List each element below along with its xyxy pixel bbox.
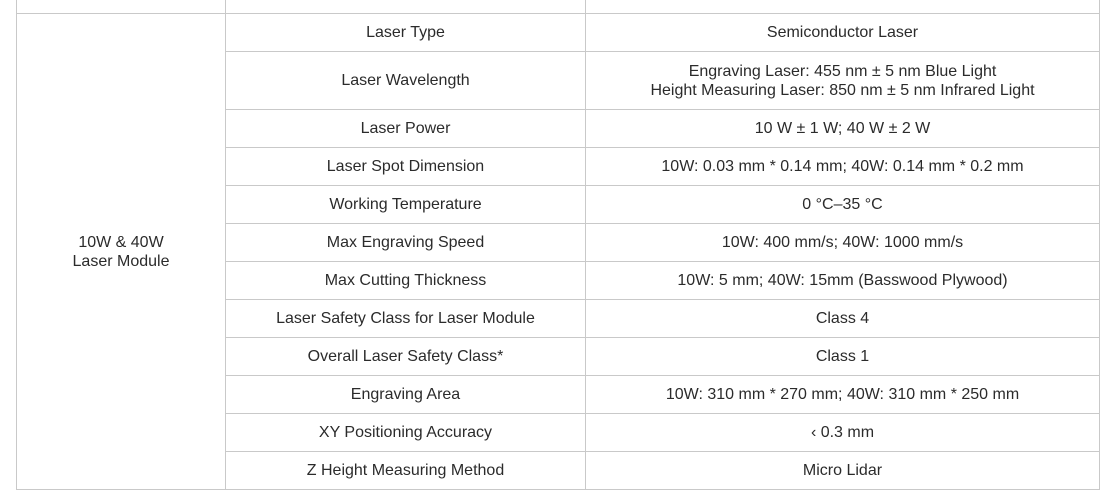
value-line: Micro Lidar (802, 462, 883, 479)
parameter-cell: Laser Power (226, 110, 586, 148)
table-cell-empty (226, 0, 586, 14)
value-line: 0 °C–35 °C (802, 196, 883, 213)
parameter-cell: Laser Wavelength (226, 52, 586, 110)
value-line: Class 1 (815, 348, 870, 365)
value-line: ‹ 0.3 mm (810, 424, 875, 441)
value-line: 10W: 400 mm/s; 40W: 1000 mm/s (721, 234, 964, 251)
parameter-cell: Laser Type (226, 14, 586, 52)
parameter-cell: Laser Spot Dimension (226, 148, 586, 186)
value-line: Height Measuring Laser: 850 nm ± 5 nm Infrared Light (650, 81, 1035, 99)
parameter-cell: Max Cutting Thickness (226, 262, 586, 300)
value-line: 10W: 5 mm; 40W: 15mm (Basswood Plywood) (677, 272, 1008, 289)
parameter-cell: Laser Safety Class for Laser Module (226, 300, 586, 338)
value-cell (586, 186, 1100, 224)
value-line: 10W: 0.03 mm * 0.14 mm; 40W: 0.14 mm * 0.2 mm (661, 158, 1024, 175)
parameter-cell: Engraving Area (226, 376, 586, 414)
value-cell (586, 52, 1100, 110)
value-cell (586, 148, 1100, 186)
table-cell-empty (17, 0, 226, 14)
value-cell (586, 338, 1100, 376)
parameter-cell: Working Temperature (226, 186, 586, 224)
laser-module-spec-table (16, 0, 1100, 490)
value-line: 10 W ± 1 W; 40 W ± 2 W (754, 120, 931, 137)
value-line: 10W: 310 mm * 270 mm; 40W: 310 mm * 250 mm (665, 386, 1020, 403)
group-label-cell (17, 14, 226, 490)
value-cell (586, 452, 1100, 490)
value-cell (586, 110, 1100, 148)
value-line: Engraving Laser: 455 nm ± 5 nm Blue Light (688, 62, 997, 80)
value-cell (586, 262, 1100, 300)
table-row (17, 14, 1100, 52)
parameter-cell: Max Engraving Speed (226, 224, 586, 262)
value-cell (586, 14, 1100, 52)
table-cell-empty (586, 0, 1100, 14)
parameter-cell: Z Height Measuring Method (226, 452, 586, 490)
value-line: Semiconductor Laser (766, 24, 919, 41)
value-cell (586, 224, 1100, 262)
table-row-partial (17, 0, 1100, 14)
value-cell (586, 376, 1100, 414)
parameter-cell: XY Positioning Accuracy (226, 414, 586, 452)
group-label-line: 10W & 40W (78, 233, 164, 251)
value-line: Class 4 (815, 310, 870, 327)
parameter-cell: Overall Laser Safety Class* (226, 338, 586, 376)
value-cell (586, 300, 1100, 338)
value-cell (586, 414, 1100, 452)
group-label-line: Laser Module (72, 252, 170, 270)
